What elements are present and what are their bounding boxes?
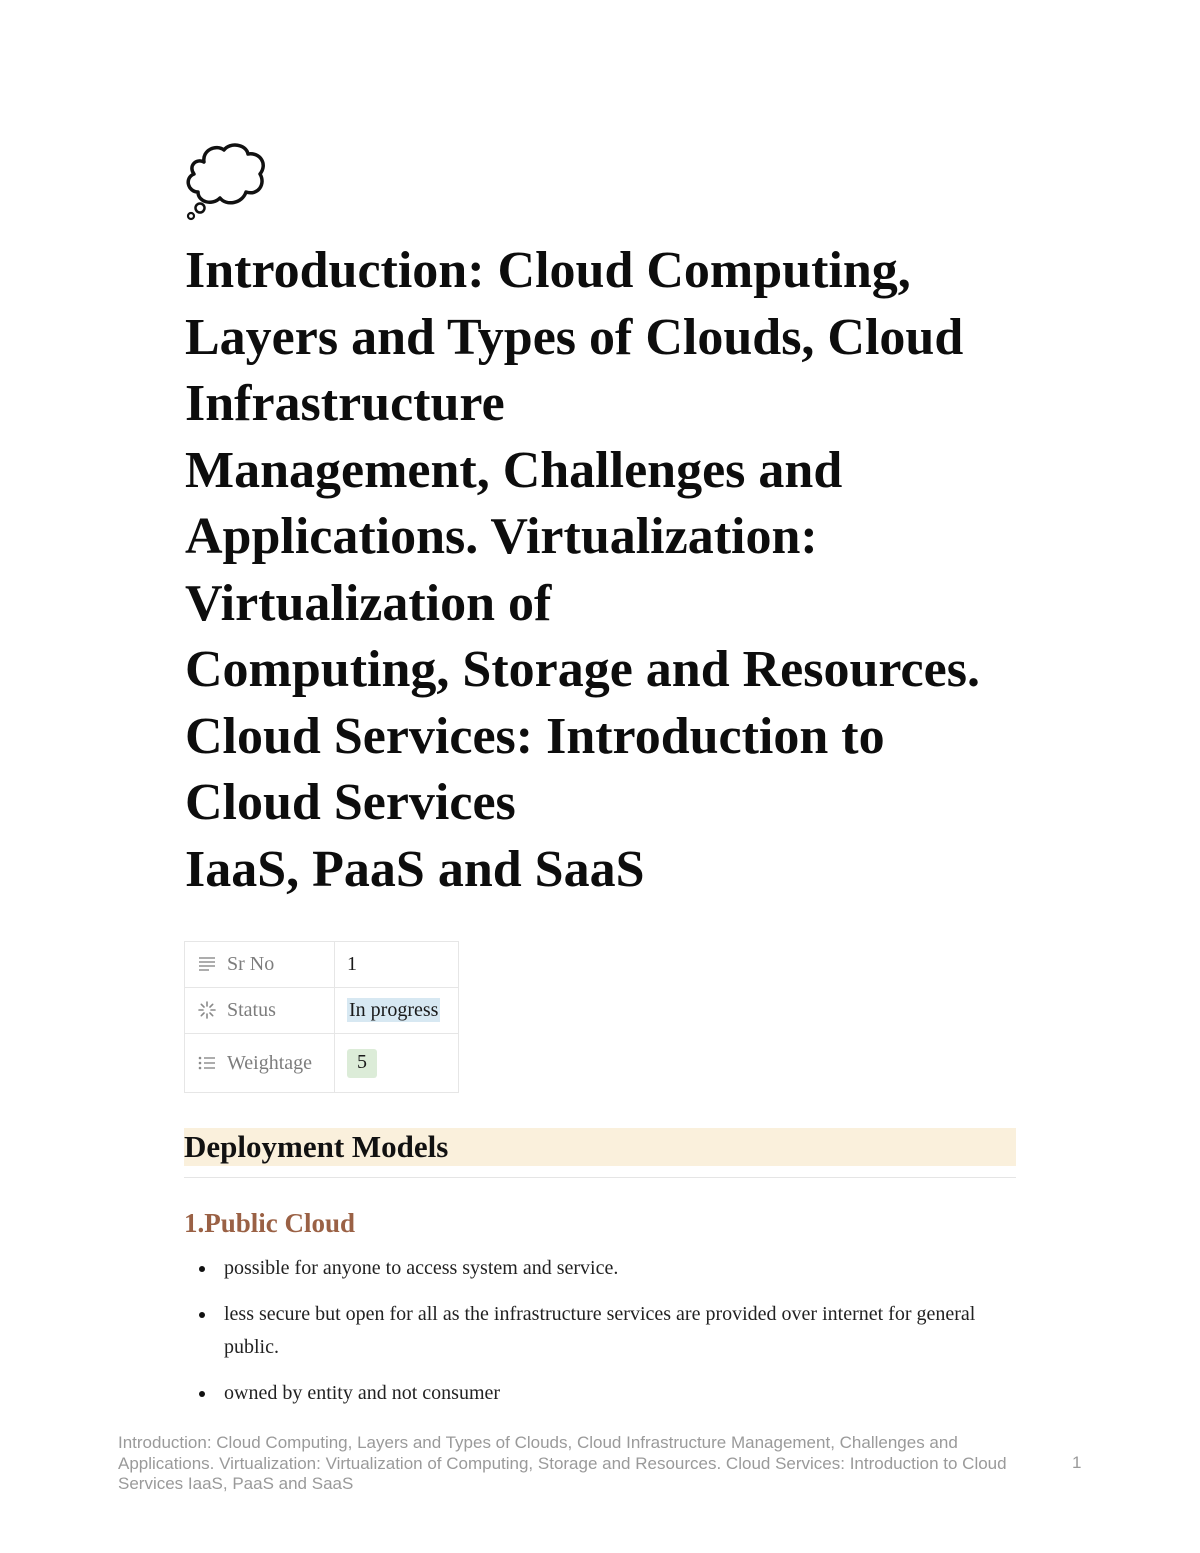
property-value-cell[interactable] — [335, 988, 459, 1034]
bullet-list — [184, 1252, 1004, 1423]
title-line: Cloud Services: Introduction to — [185, 707, 885, 765]
weightage-badge: 5 — [347, 1049, 377, 1078]
title-line: Management, Challenges and — [185, 441, 843, 499]
status-badge: In progress — [349, 999, 439, 1021]
property-name-cell — [185, 942, 335, 988]
page-footer: Introduction: Cloud Computing, Layers and Types of Clouds, Cloud Infrastructure Management, Challenges and Applications. Virtualization: Virtualization of Computing, Storage and Resources. Cloud Services: Introduction to Cloud Services IaaS, PaaS and SaaS — [118, 1433, 1007, 1493]
property-value-cell[interactable] — [335, 1034, 459, 1093]
sr-no-value: 1 — [347, 953, 357, 975]
list-item: owned by entity and not consumer — [184, 1377, 1004, 1410]
properties-table — [184, 941, 459, 1093]
bulleted-list-icon — [197, 1053, 217, 1073]
title-line: Applications. Virtualization: — [185, 508, 818, 565]
list-item: possible for anyone to access system and service. — [184, 1252, 1004, 1285]
property-name: Status — [227, 999, 276, 1021]
property-name-cell — [185, 988, 335, 1034]
list-item: less secure but open for all as the infrastructure services are provided over internet for general public. — [184, 1298, 1004, 1364]
title-line: Computing, Storage and Resources. — [185, 641, 980, 698]
title-line: IaaS, PaaS and SaaS — [185, 840, 645, 898]
page-number: 1 — [1072, 1453, 1082, 1472]
title-line: Cloud Services — [185, 774, 516, 831]
title-line: Infrastructure — [185, 375, 505, 432]
thought-balloon-icon — [184, 142, 268, 222]
property-name: Sr No — [227, 953, 275, 975]
property-row-status — [185, 988, 459, 1034]
property-row-weightage — [185, 1034, 459, 1093]
property-row-sr-no — [185, 942, 459, 988]
title-line: Virtualization of — [185, 574, 552, 632]
section-heading: Deployment Models — [184, 1128, 1016, 1166]
property-name: Weightage — [227, 1051, 313, 1074]
status-spinner-icon — [197, 1000, 217, 1020]
property-name-cell — [185, 1034, 335, 1093]
title-line: Introduction: Cloud Computing, — [185, 242, 911, 299]
property-value-cell[interactable] — [335, 942, 459, 988]
subsection-heading: 1.Public Cloud — [184, 1208, 356, 1238]
title-line: Layers and Types of Clouds, Cloud — [185, 308, 964, 366]
text-lines-icon — [197, 954, 217, 974]
divider — [184, 1177, 1016, 1178]
page-title — [185, 238, 1035, 903]
